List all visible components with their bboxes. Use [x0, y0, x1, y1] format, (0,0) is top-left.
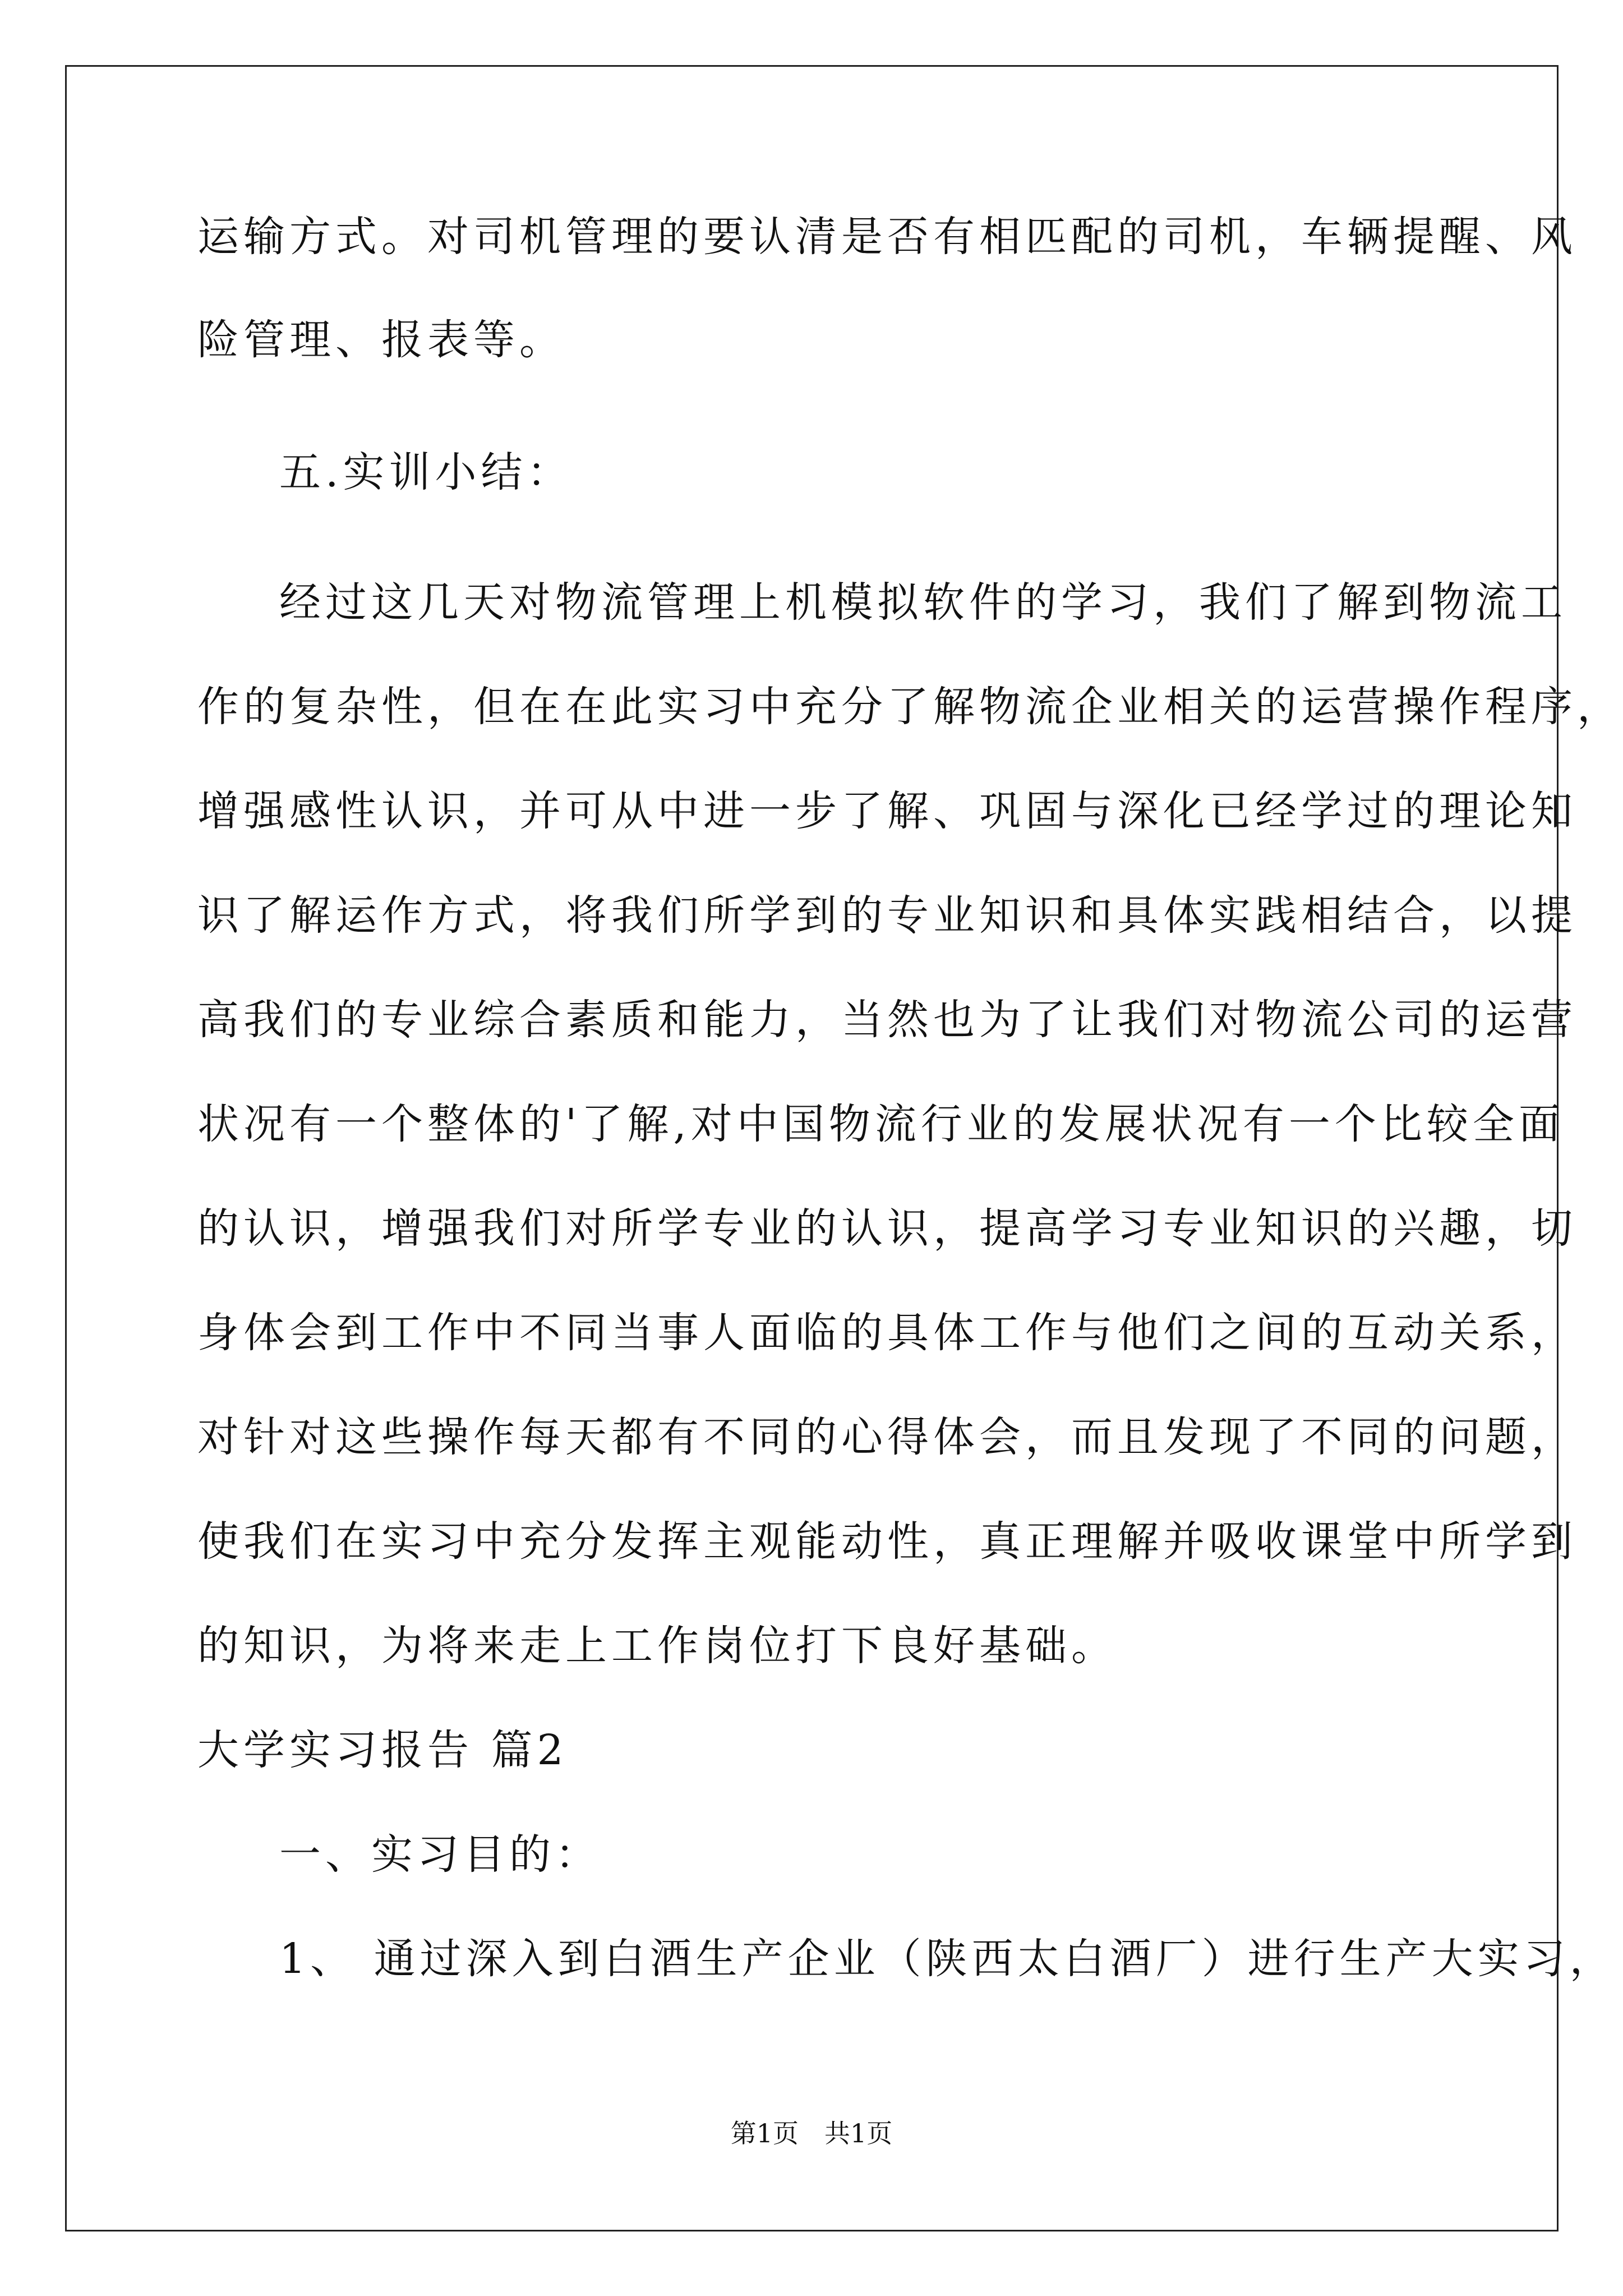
paragraph-line: 运输方式。对司机管理的要认清是否有相匹配的司机，车辆提醒、风 — [197, 213, 1577, 261]
paragraph-line: 使我们在实习中充分发挥主观能动性，真正理解并吸收课堂中所学到 — [197, 1517, 1577, 1566]
page-footer: 第1页 共1页 — [730, 2118, 893, 2148]
paragraph-line: 识了解运作方式，将我们所学到的专业知识和具体实践相结合，以提 — [197, 891, 1577, 940]
paragraph-line: 经过这几天对物流管理上机模拟软件的学习，我们了解到物流工 — [279, 578, 1567, 627]
paragraph-line: 增强感性认识，并可从中进一步了解、巩固与深化已经学过的理论知 — [197, 787, 1577, 835]
paragraph-line: 状况有一个整体的'了解,对中国物流行业的发展状况有一个比较全面 — [197, 1100, 1565, 1148]
paragraph-line: 高我们的专业综合素质和能力，当然也为了让我们对物流公司的运营 — [197, 996, 1577, 1044]
paragraph-line: 对针对这些操作每天都有不同的心得体会，而且发现了不同的问题， — [197, 1413, 1577, 1461]
paragraph-line: 险管理、报表等。 — [197, 316, 565, 364]
paragraph-line: 的知识，为将来走上工作岗位打下良好基础。 — [197, 1622, 1117, 1670]
section-heading: 一、实习目的： — [279, 1830, 601, 1879]
section-heading: 五.实训小结： — [279, 448, 573, 496]
paragraph-line: 1、 通过深入到白酒生产企业（陕西太白酒厂）进行生产大实习， — [279, 1935, 1616, 1983]
paragraph-line: 作的复杂性，但在在此实习中充分了解物流企业相关的运营操作程序， — [197, 683, 1623, 731]
paragraph-line: 身体会到工作中不同当事人面临的具体工作与他们之间的互动关系， — [197, 1309, 1577, 1357]
paragraph-line: 的认识，增强我们对所学专业的认识，提高学习专业知识的兴趣，切 — [197, 1204, 1577, 1253]
article-title: 大学实习报告 篇2 — [197, 1726, 568, 1774]
